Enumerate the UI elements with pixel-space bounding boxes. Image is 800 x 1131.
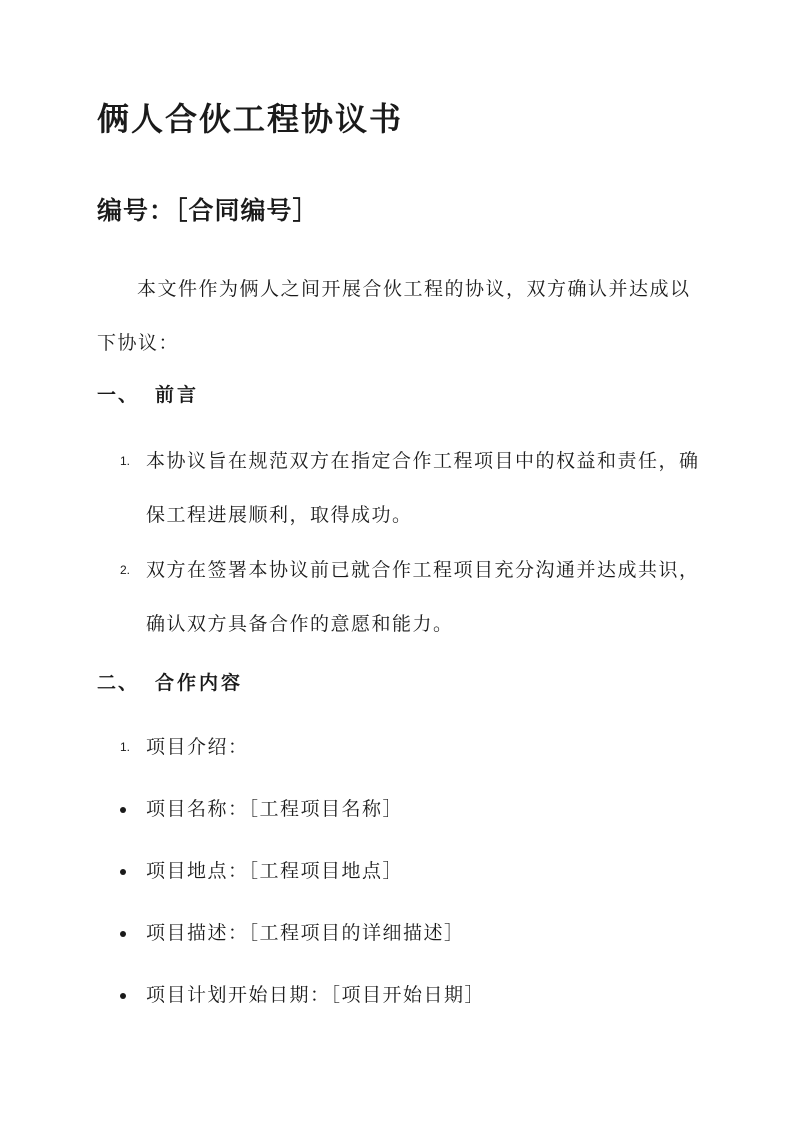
section-number: 一、 xyxy=(97,384,140,406)
numbered-item xyxy=(120,434,700,542)
section-number: 二、 xyxy=(97,672,140,694)
bullet-item xyxy=(120,794,403,824)
bullet-text: 项目描述：［工程项目的详细描述］ xyxy=(146,922,465,944)
bullet-item xyxy=(120,980,485,1010)
item-text: 双方在签署本协议前已就合作工程项目充分沟通并达成共识，确认双方具备合作的意愿和能力。 xyxy=(146,559,700,635)
bullet-text: 项目计划开始日期：［项目开始日期］ xyxy=(146,984,486,1006)
item-text: 本协议旨在规范双方在指定合作工程项目中的权益和责任，确保工程进展顺利，取得成功。 xyxy=(146,450,700,526)
bullet-item xyxy=(120,856,403,886)
bullet-item xyxy=(120,918,465,948)
bullet-dot xyxy=(120,993,126,999)
section-heading-cooperation xyxy=(97,668,243,698)
intro-paragraph: 本文件作为俩人之间开展合伙工程的协议，双方确认并达成以下协议： xyxy=(97,278,691,354)
numbered-item xyxy=(120,720,700,774)
item-text: 项目介绍： xyxy=(146,736,249,758)
item-marker: 2. xyxy=(120,563,131,577)
numbered-item xyxy=(120,543,700,651)
bullet-text: 项目名称：［工程项目名称］ xyxy=(146,798,404,820)
item-marker: 1. xyxy=(120,454,131,468)
section-title: 合作内容 xyxy=(155,672,244,694)
item-marker: 1. xyxy=(120,740,131,754)
bullet-dot xyxy=(120,807,126,813)
bullet-dot xyxy=(120,869,126,875)
contract-number: 编号：［合同编号］ xyxy=(97,196,319,225)
bullet-text: 项目地点：［工程项目地点］ xyxy=(146,860,404,882)
section-title: 前言 xyxy=(155,384,200,406)
document-title: 俩人合伙工程协议书 xyxy=(97,100,404,138)
section-heading-preface xyxy=(97,380,199,410)
bullet-dot xyxy=(120,931,126,937)
